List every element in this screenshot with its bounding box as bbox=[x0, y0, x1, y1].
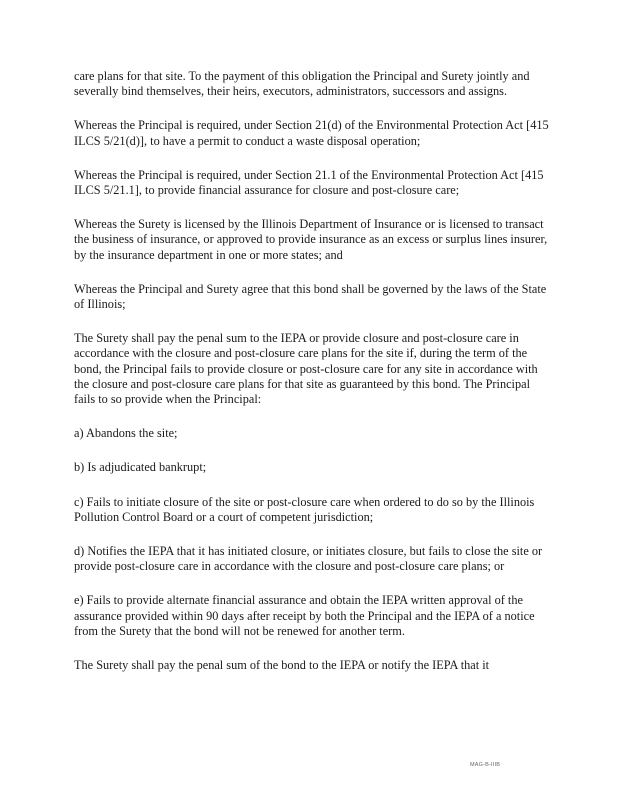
list-item-e: e) Fails to provide alternate financial assurance and obtain the IEPA written approval of the assurance provided within 90 days after receipt by both the Principal and the IEPA of a notice from the Surety that the bond will not be renewed for another term. bbox=[74, 593, 535, 638]
footer-document-code: MAG-B-IIIB bbox=[470, 762, 501, 768]
paragraph-whereas-permit: Whereas the Principal is required, under Section 21(d) of the Environmental Protection Act [415 ILCS 5/21(d)], to have a permit to conduct a waste disposal operation; bbox=[74, 118, 549, 148]
paragraph-whereas-governing-law: Whereas the Principal and Surety agree that this bond shall be governed by the laws of the State of Illinois; bbox=[74, 281, 547, 312]
paragraph-whereas-surety-licensed: Whereas the Surety is licensed by the Illinois Department of Insurance or is licensed to transact the business of insurance, or approved to provide insurance as an excess or surplus lines insurer, by the insurance department in one or more states; and bbox=[74, 217, 548, 262]
list-item-c: c) Fails to initiate closure of the site or post-closure care when ordered to do so by the Illinois Pollution Control Board or a court of competent jurisdiction; bbox=[74, 494, 535, 524]
paragraph-penal-sum: The Surety shall pay the penal sum of the bond to the IEPA or notify the IEPA that it bbox=[74, 658, 490, 673]
document-body bbox=[74, 69, 552, 692]
list-item-a: a) Abandons the site; bbox=[74, 426, 178, 441]
paragraph-whereas-financial-assurance: Whereas the Principal is required, under Section 21.1 of the Environmental Protection Act [415 ILCS 5/21.1], to provide financial assurance for closure and post-closure care; bbox=[74, 167, 544, 198]
paragraph-surety-obligation: The Surety shall pay the penal sum to the IEPA or provide closure and post-closure care in accordance with the closure and post-closure care plans for the site if, during the term of the bond, the Principal fails to provide closure or post-closure care for any site in accordance with the closure and post-closure care plans for that site as guaranteed by this bond. The Principal fails to so provide when the Principal: bbox=[74, 331, 538, 407]
paragraph-obligation: care plans for that site. To the payment of this obligation the Principal and Surety jointly and severally bind themselves, their heirs, executors, administrators, successors and assigns. bbox=[74, 69, 530, 99]
list-item-b: b) Is adjudicated bankrupt; bbox=[74, 460, 207, 475]
list-item-d: d) Notifies the IEPA that it has initiated closure, or initiates closure, but fails to close the site or provide post-closure care in accordance with the closure and post-closure care plans; or bbox=[74, 544, 543, 574]
